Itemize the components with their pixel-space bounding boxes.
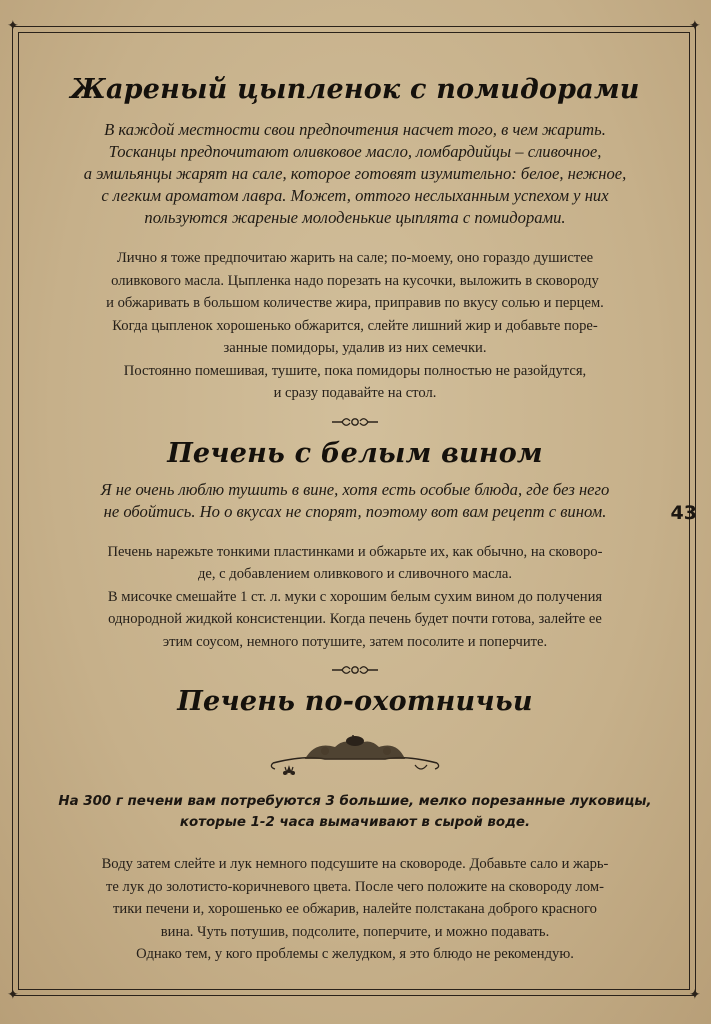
corner-ornament-icon: ✦ [689, 19, 701, 34]
recipe-title: Печень по-охотничьи [177, 686, 533, 717]
corner-ornament-icon: ✦ [689, 988, 701, 1003]
recipe-section-2 [40, 438, 670, 654]
recipe-body: Воду затем слейте и лук немного подсушите на сковороде. Добавьте сало и жарь- те лук до золотисто-коричневого цвета. После чего положите на сковороду лом- тики печени и, хорошенько ее обжарив, налейте полстакана доброго красного вина. Чуть потушив, подсолите, поперчите, и можно подавать. Однако тем, у кого проблемы с желудком, я это блюдо не рекомендую. [101, 856, 609, 962]
recipe-intro: На 300 г печени вам потребуются 3 большие, мелко порезанные луковицы, которые 1-2 часа вымачивают в сырой воде. [58, 794, 652, 830]
recipe-intro: В каждой местности свои предпочтения насчет того, в чем жарить. Тосканцы предпочитают оливковое масло, ломбардийцы – сливочное, а эмильянцы жарят на сале, которое готовят изумительно: белое, нежное, с легким ароматом лавра. Может, оттого неслыханным успехом у них пользуются жареные молоденькие цыплята с помидорами. [83, 120, 627, 227]
section-divider-icon [40, 663, 670, 682]
recipe-intro: Я не очень люблю тушить в вине, хотя есть особые блюда, где без него не обойтись. Но о вкусах не спорят, поэтому вот вам рецепт с вином. [100, 479, 610, 521]
recipe-title: Печень с белым вином [167, 437, 543, 469]
page-content [40, 60, 670, 966]
section-divider-icon [40, 415, 670, 434]
recipe-section-1 [40, 74, 670, 405]
corner-ornament-icon: ✦ [7, 19, 19, 34]
recipe-section-3 [40, 686, 670, 966]
page-number: 43 [670, 502, 697, 524]
corner-ornament-icon: ✦ [7, 988, 19, 1003]
recipe-body: Лично я тоже предпочитаю жарить на сале; по-моему, оно гораздо душистее оливкового масла. Цыпленка надо порезать на кусочки, выложить в сковороду и обжаривать в большом количестве жира, приправив по вкусу солью и перцем. Когда цыпленок хорошенько обжарится, слейте лишний жир и добавьте поре- занные помидоры, удалив из них семечки. Постоянно помешивая, тушите, пока помидоры полностью не разойдутся, и сразу подавайте на стол. [106, 250, 604, 401]
recipe-body: Печень нарежьте тонкими пластинками и обжарьте их, как обычно, на сковоро- де, с добавлением оливкового и сливочного масла. В мисочке смешайте 1 ст. л. муки с хорошим белым сухим вином до получения однородной жидкой консистенции. Когда печень будет почти готова, залейте ее этим соусом, немного потушите, затем посолите и поперчите. [107, 543, 603, 650]
recipe-title: Жареный цыпленок с помидорами [70, 74, 640, 105]
food-vignette-icon [265, 733, 445, 777]
